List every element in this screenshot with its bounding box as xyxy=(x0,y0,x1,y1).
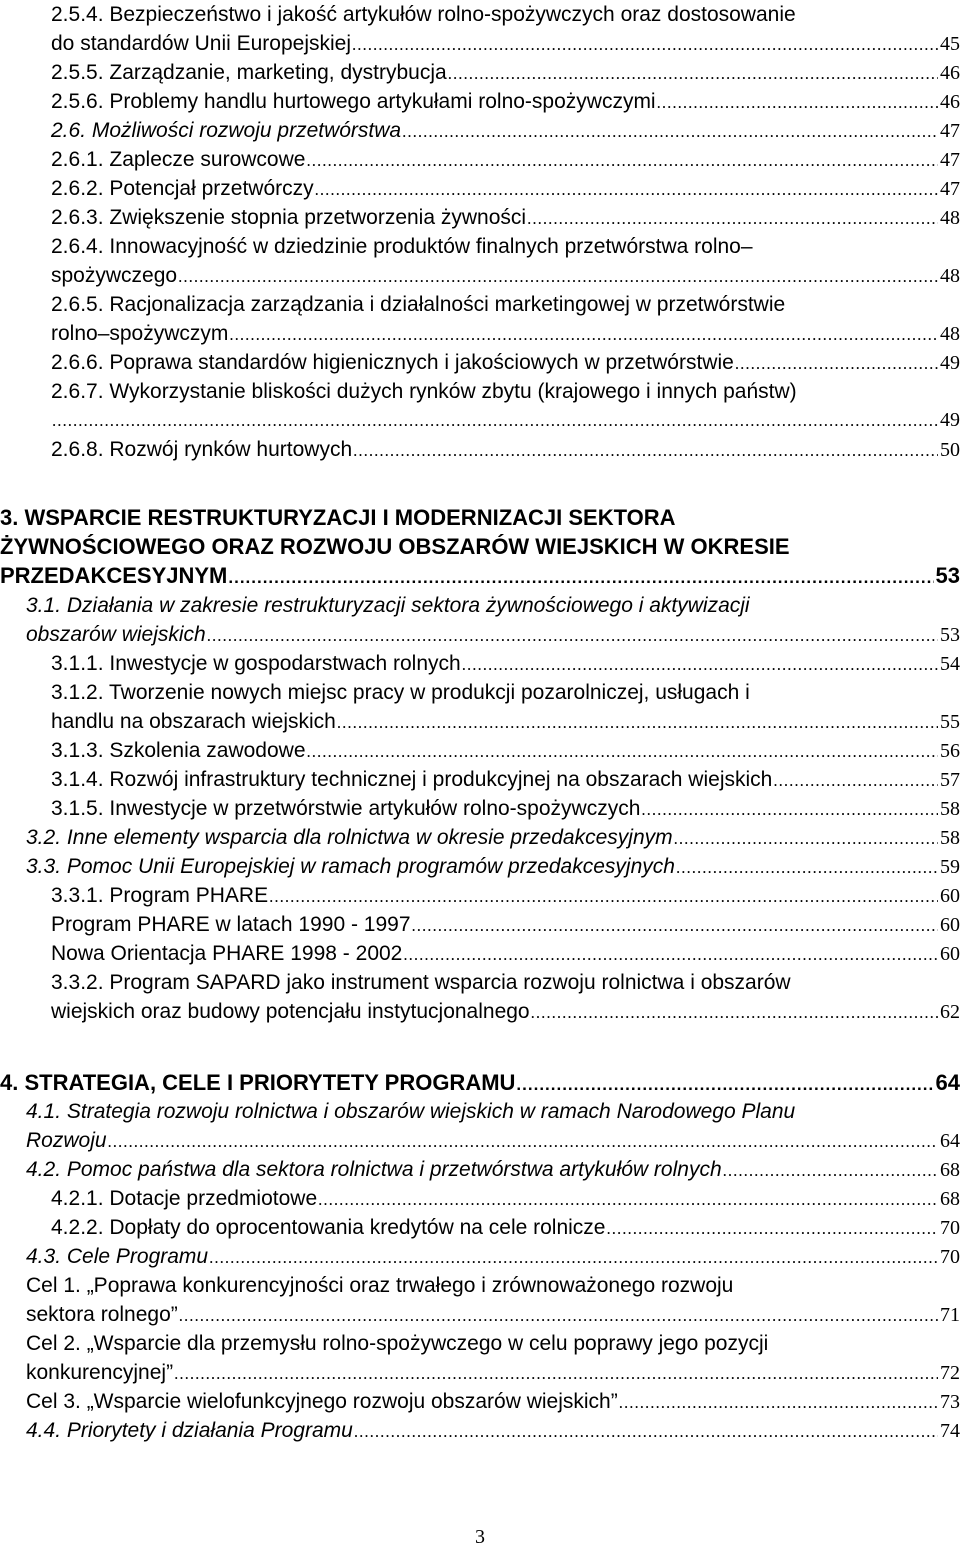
toc-entry-title: 2.5.5. Zarządzanie, marketing, dystrybucja xyxy=(51,61,447,84)
toc-entry-title: spożywczego xyxy=(51,264,178,287)
toc-entry-line1: 3.1.2. Tworzenie nowych miejsc pracy w produkcji pozarolniczej, usługach i xyxy=(51,681,750,704)
toc-leader-dots xyxy=(618,1388,938,1417)
toc-entry-page: 60 xyxy=(940,914,960,936)
toc-leader-dots xyxy=(401,117,938,146)
toc-leader-dots xyxy=(402,940,938,969)
toc-entry-title: 3.1.1. Inwestycje w gospodarstwach rolnych xyxy=(51,652,461,675)
toc-entry-page: 48 xyxy=(940,323,960,345)
toc-entry-title: 4.4. Priorytety i działania Programu xyxy=(26,1419,353,1442)
toc-entry-page: 50 xyxy=(940,439,960,461)
toc-entry-title: 3.3. Pomoc Unii Europejskiej w ramach programów przedakcesyjnych xyxy=(26,855,675,878)
toc-entry-title: do standardów Unii Europejskiej xyxy=(51,32,351,55)
toc-entry-title: 4.2.1. Dotacje przedmiotowe xyxy=(51,1187,318,1210)
toc-chapter-entry[interactable] xyxy=(0,1068,960,1097)
toc-entry[interactable] xyxy=(0,435,960,464)
toc-entry-title: 2.6.2. Potencjał przetwórczy xyxy=(51,177,314,200)
toc-entry-page: 49 xyxy=(940,409,960,431)
toc-leader-dots xyxy=(606,1214,939,1243)
toc-entry[interactable] xyxy=(0,1213,960,1242)
toc-entry-title: 2.6. Możliwości rozwoju przetwórstwa xyxy=(51,119,402,142)
toc-entry[interactable] xyxy=(0,794,960,823)
toc-leader-dots xyxy=(640,795,938,824)
toc-leader-dots xyxy=(268,882,938,911)
toc-entry-page: 57 xyxy=(940,769,960,791)
toc-chapter-entry[interactable] xyxy=(0,503,960,590)
toc-entry-page: 54 xyxy=(940,653,960,675)
toc-entry-line1: 4.1. Strategia rozwoju rolnictwa i obszarów wiejskich w ramach Narodowego Planu xyxy=(26,1100,796,1123)
toc-entry-page: 55 xyxy=(940,711,960,733)
toc-leader-dots xyxy=(178,1301,938,1330)
toc-entry-title: 3.2. Inne elementy wsparcia dla rolnictwa w okresie przedakcesyjnym xyxy=(26,826,673,849)
toc-entry[interactable] xyxy=(0,290,960,348)
toc-entry-page: 73 xyxy=(940,1391,960,1413)
toc-entry-page: 47 xyxy=(940,178,960,200)
toc-entry-title: 2.6.6. Poprawa standardów higienicznych i jakościowych w przetwórstwie xyxy=(51,351,734,374)
toc-entry-title: wiejskich oraz budowy potencjału instytucjonalnego xyxy=(51,1000,530,1023)
toc-entry-title: Nowa Orientacja PHARE 1998 - 2002 xyxy=(51,942,403,965)
toc-entry-line1: 3.1. Działania w zakresie restrukturyzacji sektora żywnościowego i aktywizacji xyxy=(26,594,750,617)
toc-entry-title: 3.3.1. Program PHARE xyxy=(51,884,269,907)
toc-entry[interactable] xyxy=(0,145,960,174)
toc-leader-dots xyxy=(208,1243,938,1272)
page-number: 3 xyxy=(475,1526,485,1548)
toc-entry[interactable] xyxy=(0,939,960,968)
toc-entry[interactable] xyxy=(0,174,960,203)
toc-entry-title: 2.6.3. Zwiększenie stopnia przetworzenia żywności xyxy=(51,206,527,229)
toc-entry[interactable] xyxy=(0,87,960,116)
toc-entry-page: 46 xyxy=(940,91,960,113)
toc-entry[interactable] xyxy=(0,736,960,765)
toc-entry[interactable] xyxy=(0,1184,960,1213)
toc-entry-page: 53 xyxy=(935,563,960,588)
toc-entry[interactable] xyxy=(0,678,960,736)
toc-entry-page: 60 xyxy=(940,885,960,907)
toc-entry-page: 49 xyxy=(940,352,960,374)
toc-entry[interactable] xyxy=(0,1242,960,1271)
toc-entry-title: 4.2.2. Dopłaty do oprocentowania kredytów na cele rolnicze xyxy=(51,1216,606,1239)
toc-entry[interactable] xyxy=(0,649,960,678)
toc-leader-dots xyxy=(675,853,938,882)
toc-leader-dots xyxy=(515,1070,933,1099)
toc-entry-title: 3.1.4. Rozwój infrastruktury technicznej i produkcyjnej na obszarach wiejskich xyxy=(51,768,773,791)
toc-entry[interactable] xyxy=(0,1271,960,1329)
toc-entry-line1: Cel 2. „Wsparcie dla przemysłu rolno-spożywczego w celu poprawy jego pozycji xyxy=(26,1332,769,1355)
toc-entry-title: PRZEDAKCESYJNYM xyxy=(0,563,228,588)
toc-leader-dots xyxy=(411,911,938,940)
toc-entry[interactable] xyxy=(0,1387,960,1416)
toc-leader-dots xyxy=(228,320,938,349)
toc-leader-dots xyxy=(177,262,938,291)
toc-entry[interactable] xyxy=(0,591,960,649)
toc-leader-dots xyxy=(352,436,938,465)
toc-entry-title: 2.6.1. Zaplecze surowcowe xyxy=(51,148,306,171)
toc-leader-dots xyxy=(722,1156,938,1185)
toc-entry[interactable] xyxy=(0,910,960,939)
toc-entry-line1: 2.6.4. Innowacyjność w dziedzinie produktów finalnych przetwórstwa rolno– xyxy=(51,235,753,258)
toc-leader-dots xyxy=(173,1359,938,1388)
toc-entry-line1: 2.6.5. Racjonalizacja zarządzania i działalności marketingowej w przetwórstwie xyxy=(51,293,786,316)
toc-entry[interactable] xyxy=(0,116,960,145)
toc-entry-line1: 3. WSPARCIE RESTRUKTURYZACJI I MODERNIZACJI SEKTORA xyxy=(0,505,676,530)
toc-entry-page: 46 xyxy=(940,62,960,84)
toc-entry[interactable] xyxy=(0,765,960,794)
toc-entry-page: 59 xyxy=(940,856,960,878)
toc-entry-page: 45 xyxy=(940,33,960,55)
toc-entry-page: 58 xyxy=(940,798,960,820)
toc-entry-title: 4.3. Cele Programu xyxy=(26,1245,209,1268)
toc-entry-title: konkurencyjnej” xyxy=(26,1361,174,1384)
toc-entry-page: 48 xyxy=(940,207,960,229)
toc-leader-dots xyxy=(336,708,938,737)
toc-entry[interactable] xyxy=(0,1329,960,1387)
toc-entry-page: 48 xyxy=(940,265,960,287)
toc-entry-page: 56 xyxy=(940,740,960,762)
toc-leader-dots xyxy=(656,88,938,117)
toc-entry[interactable] xyxy=(0,823,960,852)
toc-entry-page: 74 xyxy=(940,1420,960,1442)
toc-entry-page: 64 xyxy=(940,1130,960,1152)
toc-leader-dots xyxy=(317,1185,938,1214)
toc-entry-page: 47 xyxy=(940,149,960,171)
toc-entry[interactable] xyxy=(0,0,960,58)
toc-entry-title: sektora rolnego” xyxy=(26,1303,178,1326)
toc-entry-title: Cel 3. „Wsparcie wielofunkcyjnego rozwoju obszarów wiejskich” xyxy=(26,1390,618,1413)
toc-entry-page: 72 xyxy=(940,1362,960,1384)
toc-entry-line1: Cel 1. „Poprawa konkurencyjności oraz trwałego i zrównoważonego rozwoju xyxy=(26,1274,734,1297)
toc-leader-dots xyxy=(314,175,938,204)
toc-entry[interactable] xyxy=(0,968,960,1026)
toc-entry-title: 3.1.5. Inwestycje w przetwórstwie artykułów rolno-spożywczych xyxy=(51,797,641,820)
toc-entry-title: rolno–spożywczym xyxy=(51,322,229,345)
toc-entry[interactable] xyxy=(0,852,960,881)
toc-leader-dots xyxy=(51,406,938,435)
toc-leader-dots xyxy=(673,824,938,853)
toc-entry-title: 2.6.8. Rozwój rynków hurtowych xyxy=(51,438,353,461)
toc-leader-dots xyxy=(530,998,938,1027)
toc-entry[interactable] xyxy=(0,203,960,232)
toc-entry-title: Rozwoju xyxy=(26,1129,107,1152)
toc-entry-page: 58 xyxy=(940,827,960,849)
toc-entry-line1: 3.3.2. Program SAPARD jako instrument wsparcia rozwoju rolnictwa i obszarów xyxy=(51,971,791,994)
toc-entry[interactable] xyxy=(0,1416,960,1445)
toc-leader-dots xyxy=(772,766,938,795)
toc-leader-dots xyxy=(447,59,938,88)
toc-leader-dots xyxy=(351,30,938,59)
toc-entry-title: 4.2. Pomoc państwa dla sektora rolnictwa i przetwórstwa artykułów rolnych xyxy=(26,1158,722,1181)
toc-entry-title: Program PHARE w latach 1990 - 1997 xyxy=(51,913,411,936)
toc-entry-page: 64 xyxy=(935,1070,960,1095)
toc-entry[interactable] xyxy=(0,377,960,435)
toc-entry-page: 70 xyxy=(940,1246,960,1268)
toc-entry-line1: 2.6.7. Wykorzystanie bliskości dużych rynków zbytu (krajowego i innych państw) xyxy=(51,380,797,403)
toc-entry-title: handlu na obszarach wiejskich xyxy=(51,710,336,733)
toc-entry-page: 53 xyxy=(940,624,960,646)
toc-entry-page: 70 xyxy=(940,1217,960,1239)
toc-entry-page: 62 xyxy=(940,1001,960,1023)
toc-leader-dots xyxy=(353,1417,938,1446)
toc-entry-title: 4. STRATEGIA, CELE I PRIORYTETY PROGRAMU xyxy=(0,1070,516,1095)
toc-entry[interactable] xyxy=(0,348,960,377)
toc-entry-page: 47 xyxy=(940,120,960,142)
toc-entry[interactable] xyxy=(0,58,960,87)
toc-leader-dots xyxy=(107,1127,938,1156)
toc-entry-page: 60 xyxy=(940,943,960,965)
toc-leader-dots xyxy=(461,650,938,679)
toc-leader-dots xyxy=(206,621,938,650)
toc-entry-title: 3.1.3. Szkolenia zawodowe xyxy=(51,739,306,762)
toc-entry-page: 68 xyxy=(940,1188,960,1210)
toc-entry-line1: 2.5.4. Bezpieczeństwo i jakość artykułów rolno-spożywczych oraz dostosowanie xyxy=(51,3,796,26)
toc-leader-dots xyxy=(734,349,938,378)
toc-leader-dots xyxy=(305,146,938,175)
toc-entry-title: 2.5.6. Problemy handlu hurtowego artykułami rolno-spożywczymi xyxy=(51,90,656,113)
toc-entry[interactable] xyxy=(0,232,960,290)
toc-entry[interactable] xyxy=(0,1155,960,1184)
toc-entry-page: 68 xyxy=(940,1159,960,1181)
toc-entry[interactable] xyxy=(0,1097,960,1155)
toc-leader-dots xyxy=(306,737,939,766)
toc-entry-title: obszarów wiejskich xyxy=(26,623,206,646)
toc-leader-dots xyxy=(227,563,933,592)
toc-leader-dots xyxy=(526,204,938,233)
toc-entry-line2: ŻYWNOŚCIOWEGO ORAZ ROZWOJU OBSZARÓW WIEJSKICH W OKRESIE xyxy=(0,534,790,559)
toc-entry[interactable] xyxy=(0,881,960,910)
toc-entry-page: 71 xyxy=(940,1304,960,1326)
